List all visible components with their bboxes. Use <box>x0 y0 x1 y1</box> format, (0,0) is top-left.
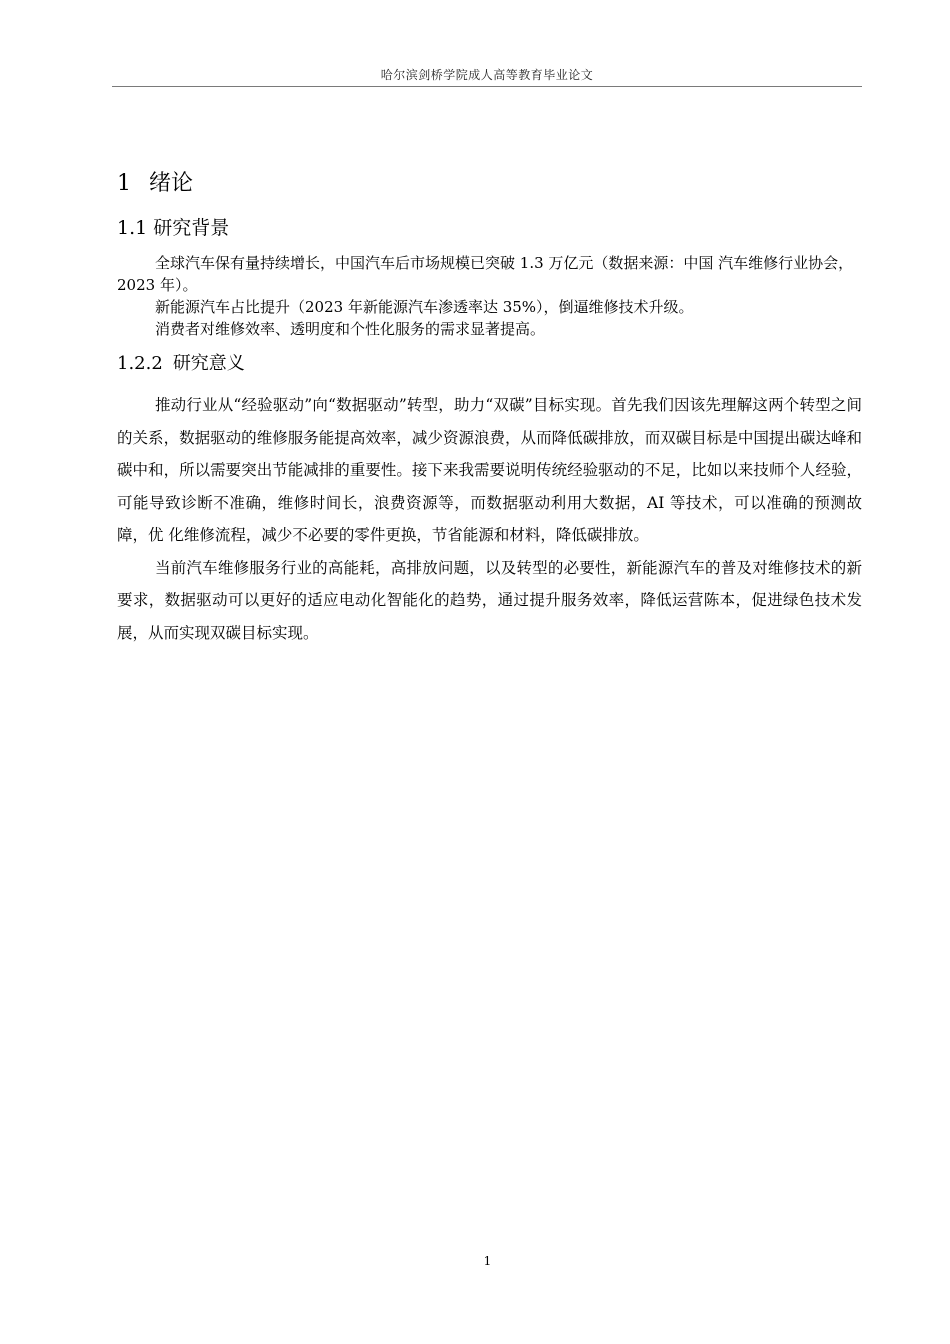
significance-paragraph: 推动行业从“经验驱动”向“数据驱动”转型，助力“双碳”目标实现。首先我们因该先理解这两个转型之间的关系，数据驱动的维修服务能提高效率，减少资源浪费，从而降低碳排放，而双碳目标是中国提出碳达峰和碳中和，所以需要突出节能减排的重要性。接下来我需要说明传统经验驱动的不足，比如以来技师个人经验，可能导致诊断不准确，维修时间长，浪费资源等，而数据驱动利用大数据，AI 等技术，可以准确的预测故障，优 化维修流程，减少不必要的零件更换，节省能源和材料，降低碳排放。 <box>117 396 862 544</box>
section-heading-1-1: 1.1 研究背景 <box>117 217 230 239</box>
significance-section-body <box>117 389 862 649</box>
background-paragraph: 新能源汽车占比提升（2023 年新能源汽车渗透率达 35%），倒逼维修技术升级。 <box>155 298 694 316</box>
page-number: 1 <box>483 1254 492 1268</box>
chapter-heading <box>117 166 193 197</box>
header-rule <box>112 86 862 87</box>
section-heading-1-2-2 <box>117 349 245 375</box>
section-number: 1.2.2 <box>117 353 163 374</box>
chapter-number: 1 <box>117 171 131 196</box>
significance-paragraph: 当前汽车维修服务行业的高能耗，高排放问题，以及转型的必要性，新能源汽车的普及对维修技术的新要求，数据驱动可以更好的适应电动化智能化的趋势，通过提升服务效率，降低运营陈本，促进绿色技术发展，从而实现双碳目标实现。 <box>117 558 862 642</box>
background-section-body <box>117 252 862 340</box>
chapter-title: 绪论 <box>149 171 194 196</box>
background-paragraph: 全球汽车保有量持续增长，中国汽车后市场规模已突破 1.3 万亿元（数据来源：中国 汽车维修行业协会，2023 年）。 <box>117 254 854 294</box>
background-paragraph: 消费者对维修效率、透明度和个性化服务的需求显著提高。 <box>155 320 546 338</box>
section-title: 研究意义 <box>172 353 245 374</box>
running-header: 哈尔滨剑桥学院成人高等教育毕业论文 <box>380 68 594 82</box>
